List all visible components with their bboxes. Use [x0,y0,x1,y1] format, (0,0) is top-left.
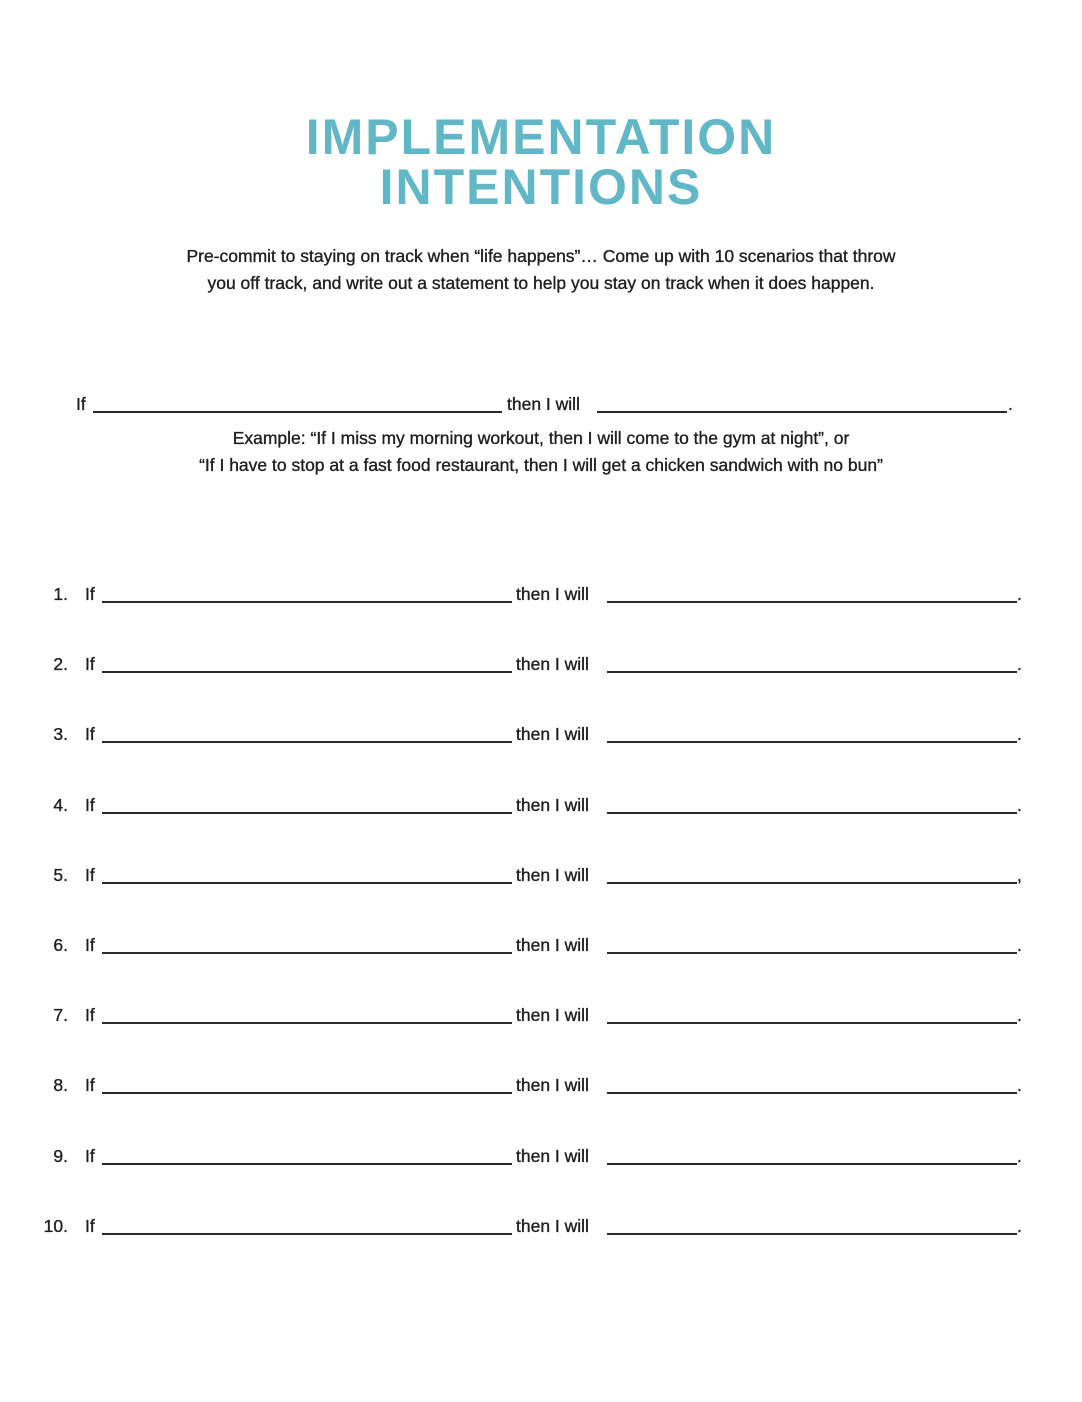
ending-punctuation: . [1017,724,1022,745]
if-blank[interactable] [102,1163,512,1165]
if-blank[interactable] [102,1022,512,1024]
ending-punctuation: . [1017,654,1022,675]
then-blank[interactable] [607,671,1017,673]
row-number: 8. [53,1075,68,1096]
if-label: If [85,864,95,885]
ending-punctuation: . [1017,794,1022,815]
if-blank[interactable] [102,671,512,673]
then-label: then I will [516,794,589,815]
if-blank[interactable] [93,411,502,413]
if-label: If [85,1005,95,1026]
if-blank[interactable] [102,812,512,814]
then-blank[interactable] [607,1022,1017,1024]
if-blank[interactable] [102,882,512,884]
scenario-row [0,1075,1082,1099]
row-number: 4. [53,794,68,815]
row-number: 1. [53,584,68,604]
scenario-row [0,724,1082,748]
scenario-row [0,1216,1082,1240]
ending-punctuation: , [1017,864,1022,885]
scenario-row [0,584,1082,608]
ending-punctuation: . [1017,935,1022,955]
ending-punctuation: . [1017,1145,1022,1166]
if-label: If [85,794,95,815]
if-label: If [85,935,95,955]
row-number: 9. [53,1145,68,1166]
row-number: 2. [53,654,68,675]
example-text [0,425,1082,479]
row-number: 5. [53,864,68,885]
if-label: If [85,724,95,745]
ending-punctuation: . [1017,1215,1022,1236]
then-label: then I will [516,864,589,885]
then-blank[interactable] [607,1163,1017,1165]
then-label: then I will [516,1215,589,1236]
row-number: 10. [43,1215,68,1236]
if-label: If [76,394,86,414]
example-line-2: “If I have to stop at a fast food restaurant, then I will get a chicken sandwich with no bun” [199,455,883,475]
intro-text [0,243,1082,297]
scenario-row [0,795,1082,819]
then-label: then I will [516,724,589,745]
scenario-row [0,654,1082,678]
if-label: If [85,1215,95,1236]
if-blank[interactable] [102,1092,512,1094]
ending-punctuation: . [1017,584,1022,604]
example-line-1: Example: “If I miss my morning workout, then I will come to the gym at night”, or [232,428,850,448]
then-blank[interactable] [607,1233,1017,1235]
if-label: If [85,1075,95,1096]
then-label: then I will [507,394,580,414]
row-number: 3. [53,724,68,745]
scenario-row [0,865,1082,889]
template-row [0,394,1082,418]
scenario-row [0,1005,1082,1029]
ending-punctuation: . [1017,1075,1022,1096]
then-label: then I will [516,1075,589,1096]
then-blank[interactable] [597,411,1007,413]
then-label: then I will [516,584,589,604]
then-blank[interactable] [607,601,1017,603]
scenario-row [0,1146,1082,1170]
if-label: If [85,1145,95,1166]
then-blank[interactable] [607,741,1017,743]
scenario-row [0,935,1082,959]
if-label: If [85,654,95,675]
then-label: then I will [516,654,589,675]
then-blank[interactable] [607,952,1017,954]
title-line-1: IMPLEMENTATION [305,109,777,165]
if-blank[interactable] [102,741,512,743]
intro-line-2: you off track, and write out a statement to help you stay on track when it does happen. [207,273,875,293]
then-blank[interactable] [607,812,1017,814]
then-blank[interactable] [607,882,1017,884]
ending-punctuation: . [1017,1005,1022,1026]
then-label: then I will [516,1145,589,1166]
then-blank[interactable] [607,1092,1017,1094]
if-blank[interactable] [102,1233,512,1235]
intro-line-1: Pre-commit to staying on track when “life happens”… Come up with 10 scenarios that throw [186,246,896,266]
if-blank[interactable] [102,952,512,954]
title-line-2: INTENTIONS [379,159,703,215]
ending-punctuation: . [1008,394,1013,414]
then-label: then I will [516,1005,589,1026]
if-blank[interactable] [102,601,512,603]
then-label: then I will [516,935,589,955]
row-number: 7. [53,1005,68,1026]
if-label: If [85,584,95,604]
row-number: 6. [53,935,68,955]
